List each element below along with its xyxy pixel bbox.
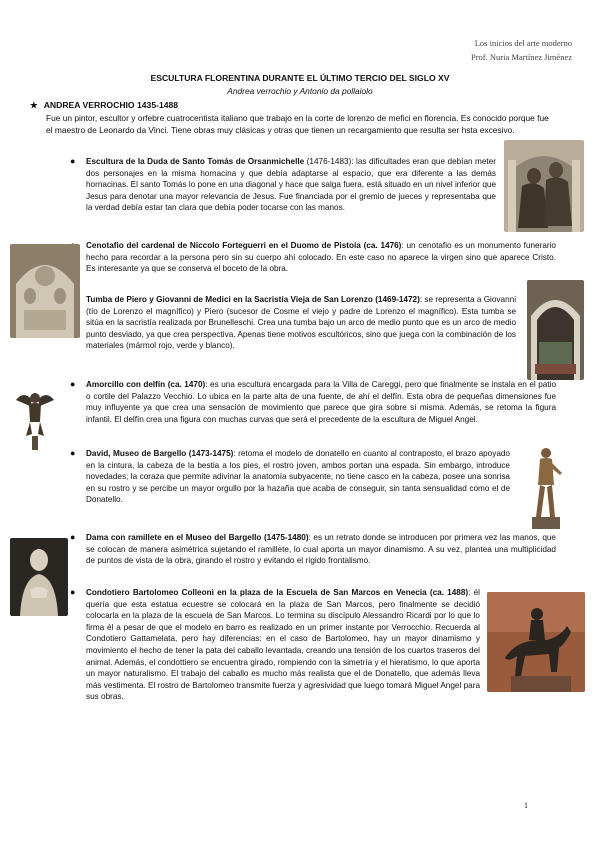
medici-tomb-image	[527, 280, 584, 380]
section-heading-text: ANDREA VERROCHIO 1435-1488	[43, 100, 179, 110]
bullet-icon: ●	[70, 448, 76, 458]
list-item	[70, 379, 557, 425]
item-title: Cenotafio del cardenal de Niccolo Forteguerri en el Duomo de Pistoia (ca. 1476)	[86, 241, 402, 250]
header-course: Los inicios del arte moderno	[474, 38, 572, 48]
page-subtitle: Andrea verrochio y Antonio da pollaiolo	[227, 86, 373, 96]
header-professor: Prof. Nuria Martínez Jiménez	[470, 52, 572, 62]
intro-paragraph: Fue un pintor, escultor y orfebre cuatrocentista italiano que trabajo en la corte de lorenzo de mefici en florencia. Es conocido porque fue el maestro de Leonardo da Vinci. Tiene obras muy clásicas y otras que tienen un recargamiento que resulta ser hsta excesivo.	[46, 113, 549, 135]
item-text: (1476-1483): las dificultades eran que debían meter dos personajes en la misma hornacina y que debía adaptarse al espacio, que era diferente a las demás hornacinas. El santo Tomás lo pone en una diagonal y hace que salga fuera, está situado en un nivel inferior que Jesus para denotar una mayor relevancia de Jesus. Fue financiada por el gremio de jueces y representaba que la verdad debía estar tan clara que debía poder tocarse con las manos.	[86, 157, 496, 213]
list-item	[86, 294, 516, 352]
bullet-icon: ●	[70, 532, 76, 542]
colleoni-equestrian-image	[487, 592, 585, 692]
list-item	[70, 156, 496, 214]
item-title: Dama con ramillete en el Museo del Bargello (1475-1480)	[86, 533, 309, 542]
item-text: : un cenotafio es un monumento funerario hecho para recordar a la persona pero sin su cuerpo ahí colocado. En este caso no aparece la virgen sino que aparece Cristo. Es interesante ya que se conserva el boceto de la obra.	[86, 241, 556, 274]
item-title: Condotiero Bartolomeo Colleoni en la plaza de la Escuela de San Marcos en Venecia (ca. 1488)	[86, 588, 469, 597]
item-title: David, Museo de Bargello (1473-1475)	[86, 449, 234, 458]
item-title: Tumba de Piero y Giovanni de Medici en la Sacristía Vieja de San Lorenzo (1469-1472)	[86, 295, 420, 304]
doubting-thomas-image	[504, 140, 584, 232]
item-title: Amorcillo con delfín (ca. 1470)	[86, 380, 206, 389]
item-text: : es un retrato donde se introducen por primera vez las manos, que se colocan de manera asimétrica sujetando el ramillete, lo cual aporta un mayor dinamismo. A su vez, plantea una multiplicidad de puntos de vista de la obra, girando el rostro y evitando el rígido frontalismo.	[86, 533, 556, 566]
star-icon: ★	[30, 100, 38, 110]
lady-with-posy-image	[10, 538, 68, 616]
putto-with-dolphin-image	[10, 382, 60, 454]
bullet-icon: ●	[70, 587, 76, 597]
section-heading	[30, 100, 178, 111]
david-image	[522, 441, 570, 533]
list-item	[70, 532, 556, 567]
list-item	[86, 240, 556, 275]
item-title: Escultura de la Duda de Santo Tomás de Orsanmichelle	[86, 157, 305, 166]
item-text: : es una escultura encargada para la Villa de Careggi, pero que finalmente se instala en el patio o cortile del Palazzo Vecchio. Lo ubica en la parte alta de una fuente, de ahí el delfín. Esta obra de pequeñas dimensiones fue muy influyente ya que crea una sensación de movimiento que parece que gira sobre sí misma. Además, se retoma la figura infantil. El delfín crea una figura con muchas curvas que será el precedente de la escultura de Miguel Angel.	[86, 380, 557, 424]
forteguerri-cenotaph-image	[10, 244, 80, 338]
bullet-icon: ●	[70, 156, 76, 166]
item-text: : se representa a Giovanni (tío de Lorenzo el magnífico) y Piero (sucesor de Cosme el viejo y padre de Lorenzo el magnífico). Esta tumba se sitúa en la sacristía realizada por Brunelleschi. Crea una tumba bajo un arco de medio punto que es un arco de medio punto desviado, ya que crea perspectiva. Apenas tiene motivos escultóricos, sino que juega con la combinación de los materiales (mármol rojo, verde y blanco).	[86, 295, 517, 351]
page-title: ESCULTURA FLORENTINA DURANTE EL ÚLTIMO TERCIO DEL SIGLO XV	[150, 73, 450, 83]
list-item	[70, 587, 480, 703]
bullet-icon: ●	[70, 379, 76, 389]
list-item	[70, 448, 510, 506]
item-text: : él quería que esta estatua ecuestre se colocará en la plaza de San Marcos, pero finalmente se decidió colocarla en la plaza de la escuela de San Marcos. Lo termina su discípulo Alessandro Ricardi por lo que lo firma él a pesar de que el modelo en barro es realizado en un primer instante por Verrocchio. Recuerda al Condotiero Gattamelata, pero hay diferencias: en el caso de Bartolomeo, hay un mayor dinamismo y movimiento el hecho de tener la pata del caballo levantada, creando una tensión de los cuartos traseros del animal. Además, el condottiero se encuentra girado, rompiendo con la simetría y el hieratismo, lo que aporta un mayor naturalismo. El trabajo del caballo es mucho más realista que el de Donatello, que además lleva más vestimenta. El rostro de Bartolomeo transmite fuerza y agresividad que luego tomará Miguel Angel para sus obras.	[86, 588, 480, 702]
item-text: : retoma el modelo de donatello en cuanto al contraposto, el brazo apoyado en la cintura, la cabeza de la bestia a los pies, el rostro joven, ambos portan una espada. Sin embargo, introduce novedades; la coraza que permite adivinar la anatomía subyacente, no tiene casco en la cabeza, posee una sonrisa en su rostro y se percibe un mayor orgullo por la hazaña que acaba de conseguir, sin tanta sensualidad como el de Donatello.	[86, 449, 510, 505]
page-number: 1	[524, 801, 528, 810]
